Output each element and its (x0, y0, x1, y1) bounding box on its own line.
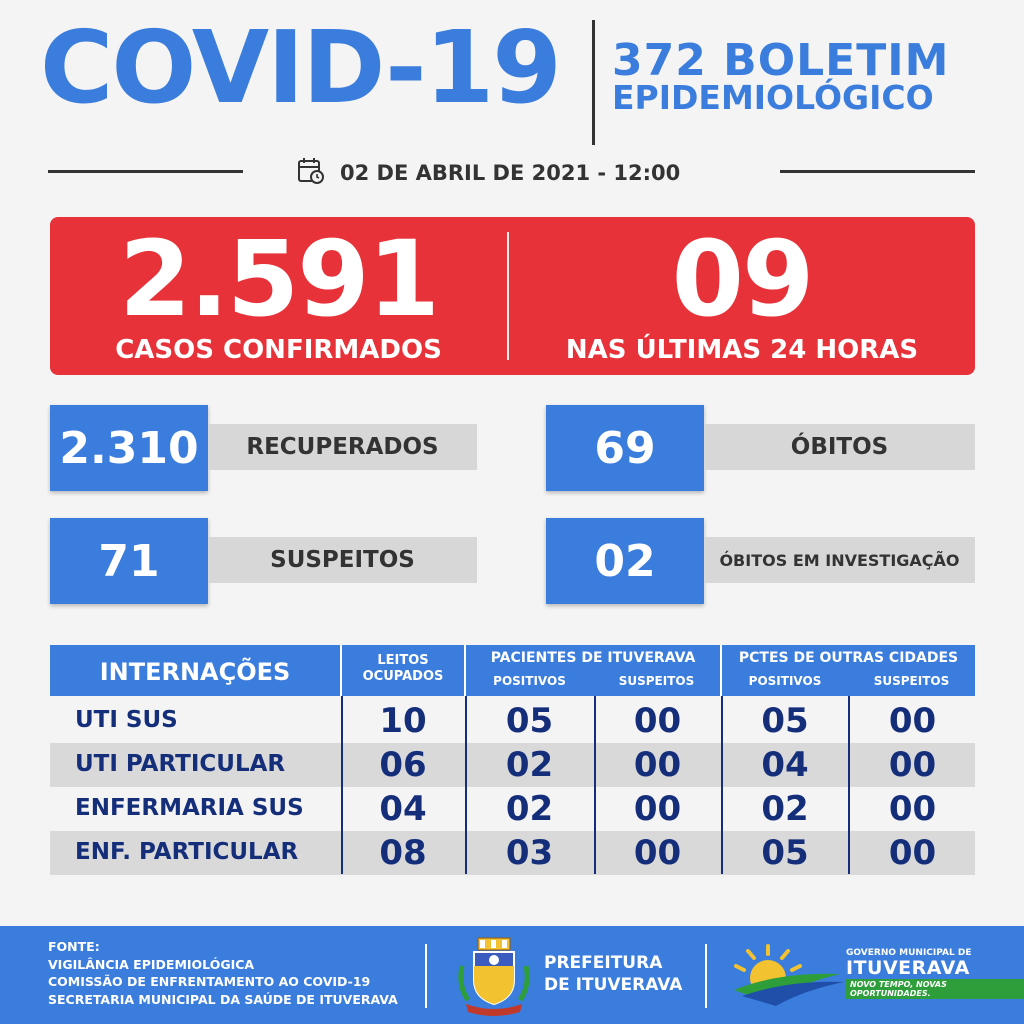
deaths-stat (546, 405, 975, 491)
local-positive-cell: 02 (505, 789, 554, 829)
local-positive-cell: 05 (505, 701, 554, 741)
other-positive-cell: 05 (761, 833, 809, 873)
other-positive-header: POSITIVOS (748, 674, 822, 688)
table-row (50, 743, 975, 787)
other-positive-cell: 04 (761, 745, 809, 785)
date-line-right (780, 170, 975, 173)
prefeitura-line2: DE ITUVERAVA (544, 975, 683, 996)
local-suspected-cell: 00 (633, 789, 682, 829)
date-line-left (48, 170, 243, 173)
footer (0, 926, 1024, 1024)
local-suspected-cell: 00 (633, 745, 682, 785)
confirmed-cases-block (50, 217, 507, 365)
prefeitura-label (544, 952, 682, 996)
source-line: SECRETARIA MUNICIPAL DA SAÚDE DE ITUVERAVA (48, 991, 398, 1007)
beds-cell: 06 (379, 745, 427, 785)
deaths-investigation-stat (546, 518, 975, 604)
table-row (50, 787, 975, 831)
last-24h-block (509, 217, 975, 365)
deaths-label: ÓBITOS (704, 424, 975, 470)
local-suspected-cell: 00 (633, 833, 682, 873)
gov-slogan: NOVO TEMPO, NOVAS OPORTUNIDADES. (846, 979, 1024, 999)
footer-divider (705, 944, 707, 1008)
column-divider (721, 696, 723, 874)
other-cities-header: PCTES DE OUTRAS CIDADES (738, 650, 959, 666)
deaths-investigation-label: ÓBITOS EM INVESTIGAÇÃO (704, 537, 975, 583)
local-suspected-cell: 00 (633, 701, 682, 741)
other-positive-cell: 05 (761, 701, 809, 741)
gov-city-name: ITUVERAVA (846, 957, 970, 979)
beds-cell: 04 (379, 789, 427, 829)
source-line: COMISSÃO DE ENFRENTAMENTO AO COVID-19 (48, 974, 371, 989)
beds-header-line2: OCUPADOS (362, 668, 444, 684)
recovered-label: RECUPERADOS (208, 424, 477, 470)
column-divider (341, 696, 343, 874)
city-coat-of-arms-icon (456, 936, 532, 1020)
suspected-stat (50, 518, 477, 604)
bulletin-subtitle: EPIDEMIOLÓGICO (612, 77, 934, 117)
bulletin-number: 372 BOLETIM (612, 35, 950, 86)
calendar-clock-icon (296, 156, 326, 190)
local-positive-header: POSITIVOS (493, 674, 566, 688)
beds-header-line1: LEITOS (377, 653, 429, 668)
header-divider (592, 20, 595, 145)
column-divider (848, 696, 850, 874)
bulletin-title (612, 35, 950, 117)
suspected-value: 71 (50, 518, 208, 604)
source-block (48, 938, 398, 1008)
other-suspected-cell: 00 (888, 745, 937, 785)
column-divider (594, 696, 596, 874)
row-label: ENF. PARTICULAR (75, 839, 299, 865)
local-suspected-header: SUSPEITOS (618, 674, 695, 688)
municipal-government-block (846, 948, 1024, 1000)
gov-line1: GOVERNO MUNICIPAL DE (846, 948, 972, 958)
source-line: VIGILÂNCIA EPIDEMIOLÓGICA (48, 956, 255, 972)
prefeitura-line1: PREFEITURA (544, 953, 663, 973)
beds-cell: 08 (379, 833, 427, 873)
other-suspected-cell: 00 (888, 833, 937, 873)
confirmed-cases-label: CASOS CONFIRMADOS (115, 335, 442, 365)
recovered-stat (50, 405, 477, 491)
sun-wave-logo-icon (728, 944, 846, 1012)
source-title: FONTE: (48, 939, 100, 954)
confirmed-cases-value: 2.591 (119, 218, 438, 340)
last-24h-label: NAS ÚLTIMAS 24 HORAS (565, 335, 919, 365)
confirmed-cases-panel (50, 217, 975, 375)
local-patients-header: PACIENTES DE ITUVERAVA (490, 650, 696, 666)
recovered-value: 2.310 (50, 405, 208, 491)
beds-cell: 10 (379, 701, 427, 741)
other-suspected-header: SUSPEITOS (873, 674, 950, 688)
other-suspected-cell: 00 (888, 789, 937, 829)
table-row (50, 831, 975, 875)
date-row (296, 156, 680, 190)
last-24h-value: 09 (671, 218, 813, 340)
column-divider (465, 696, 467, 874)
footer-divider (425, 944, 427, 1008)
local-positive-cell: 02 (505, 745, 554, 785)
beds-occupied-header (342, 653, 464, 684)
local-positive-cell: 03 (505, 833, 554, 873)
hospitalizations-table-header (50, 645, 975, 696)
row-label: UTI PARTICULAR (75, 751, 286, 777)
bulletin-date: 02 DE ABRIL DE 2021 - 12:00 (340, 161, 681, 185)
table-row (50, 699, 975, 743)
row-label: UTI SUS (75, 707, 178, 733)
row-label: ENFERMARIA SUS (75, 795, 304, 821)
other-positive-cell: 02 (761, 789, 809, 829)
page-title: COVID-19 (40, 9, 560, 126)
table-title: INTERNAÇÕES (99, 658, 291, 686)
deaths-value: 69 (546, 405, 704, 491)
suspected-label: SUSPEITOS (208, 537, 477, 583)
other-suspected-cell: 00 (888, 701, 937, 741)
deaths-investigation-value: 02 (546, 518, 704, 604)
